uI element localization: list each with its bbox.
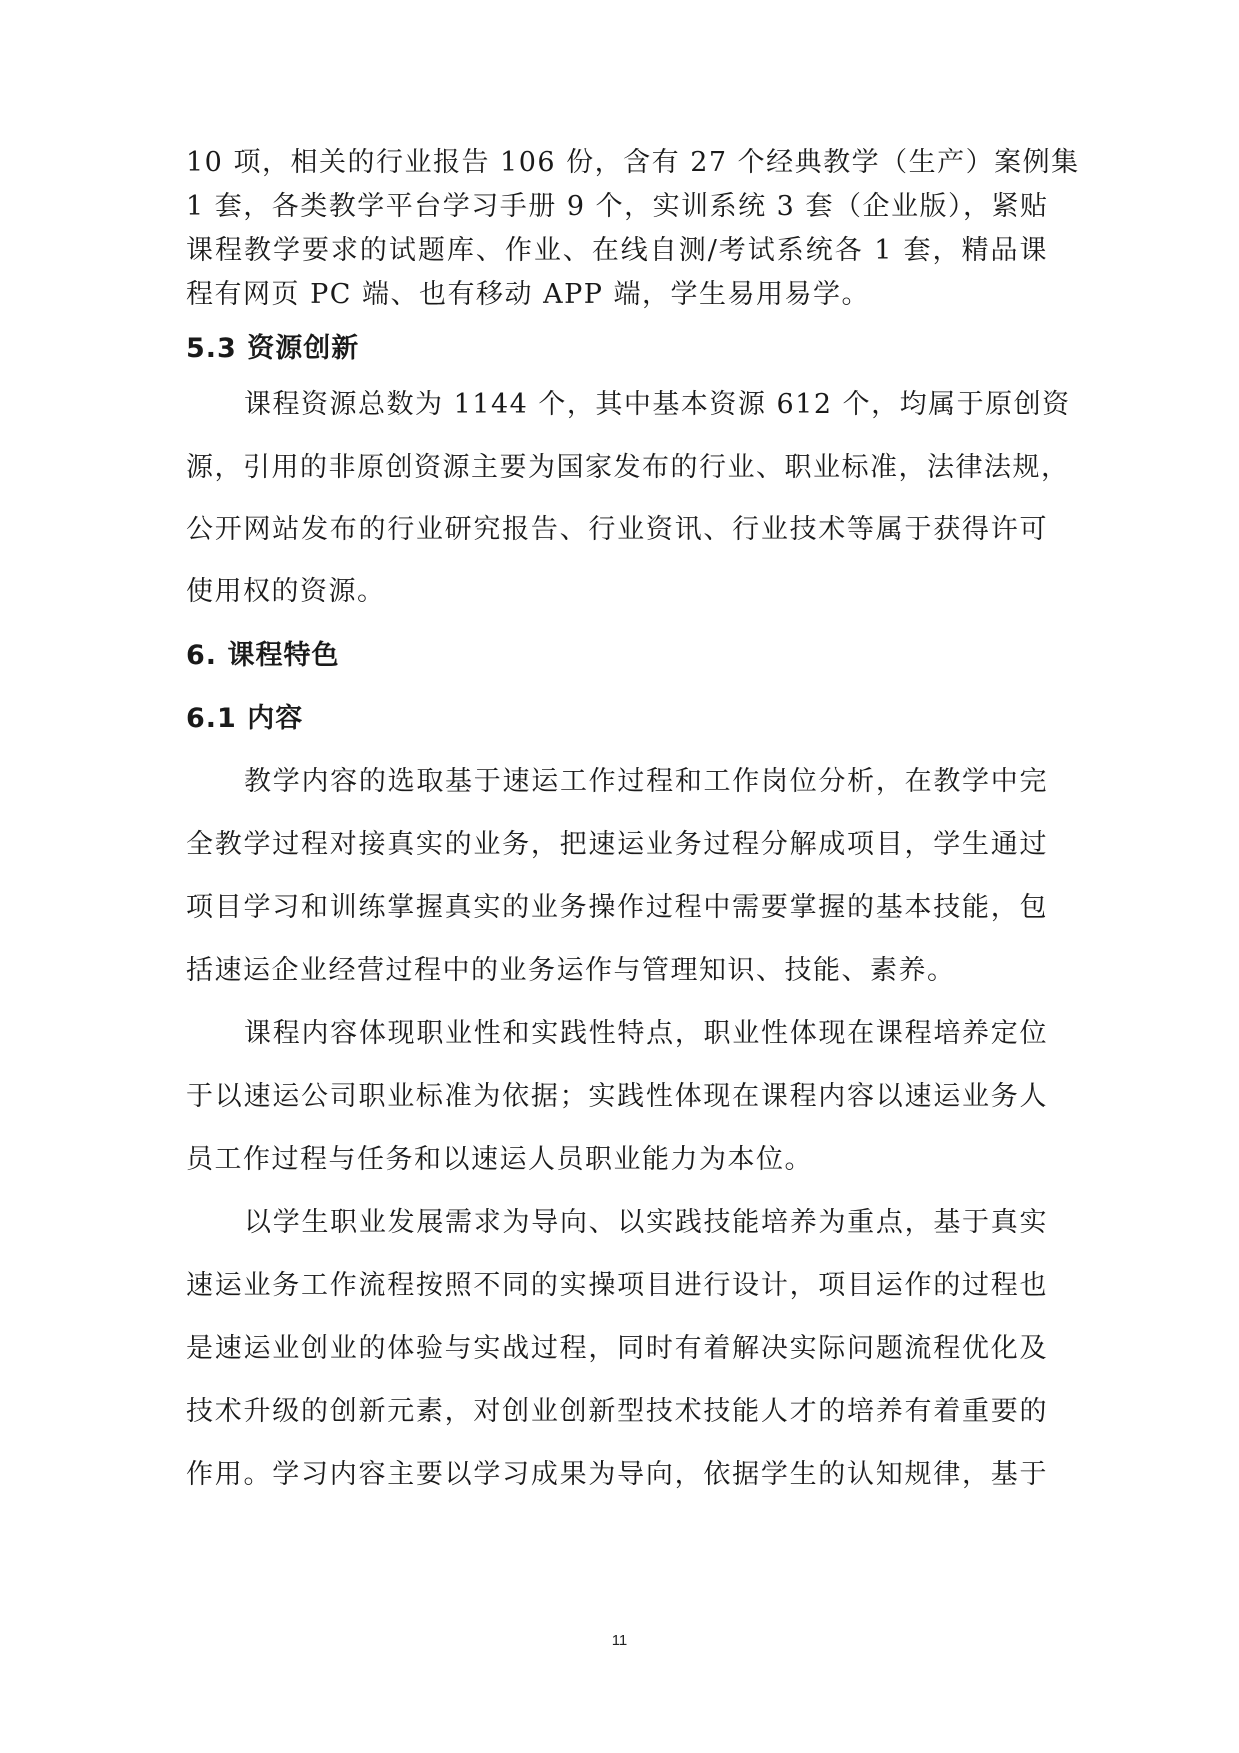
paragraph-line: 员工作过程与任务和以速运人员职业能力为本位。 <box>186 1144 813 1175</box>
section-heading-6-1: 6.1 内容 <box>186 703 304 734</box>
section-heading-6: 6. 课程特色 <box>186 640 340 671</box>
paragraph-line: 技术升级的创新元素，对创业创新型技术技能人才的培养有着重要的 <box>186 1396 1048 1427</box>
paragraph-line: 公开网站发布的行业研究报告、行业资讯、行业技术等属于获得许可 <box>186 514 1048 545</box>
paragraph-line: 全教学过程对接真实的业务，把速运业务过程分解成项目，学生通过 <box>186 829 1048 860</box>
paragraph-line: 使用权的资源。 <box>186 576 386 607</box>
paragraph-line: 作用。学习内容主要以学习成果为导向，依据学生的认知规律，基于 <box>186 1459 1048 1490</box>
paragraph-line: 速运业务工作流程按照不同的实操项目进行设计，项目运作的过程也 <box>186 1270 1048 1301</box>
paragraph-line: 括速运企业经营过程中的业务运作与管理知识、技能、素养。 <box>186 955 956 986</box>
paragraph-line: 10 项，相关的行业报告 106 份，含有 27 个经典教学（生产）案例集 <box>186 147 1080 178</box>
paragraph-line: 于以速运公司职业标准为依据；实践性体现在课程内容以速运业务人 <box>186 1081 1048 1112</box>
paragraph-line: 课程内容体现职业性和实践性特点，职业性体现在课程培养定位 <box>244 1018 1048 1049</box>
page-number: 11 <box>611 1632 628 1649</box>
paragraph-line: 课程资源总数为 1144 个，其中基本资源 612 个，均属于原创资 <box>244 389 1071 420</box>
section-heading-5-3: 5.3 资源创新 <box>186 333 360 364</box>
paragraph-line: 以学生职业发展需求为导向、以实践技能培养为重点，基于真实 <box>244 1207 1048 1238</box>
paragraph-line: 程有网页 PC 端、也有移动 APP 端，学生易用易学。 <box>186 279 870 310</box>
paragraph-line: 1 套，各类教学平台学习手册 9 个，实训系统 3 套（企业版），紧贴 <box>186 191 1049 222</box>
paragraph-line: 教学内容的选取基于速运工作过程和工作岗位分析，在教学中完 <box>244 766 1048 797</box>
paragraph-line: 源，引用的非原创资源主要为国家发布的行业、职业标准，法律法规， <box>186 452 1070 483</box>
paragraph-line: 是速运业创业的体验与实战过程，同时有着解决实际问题流程优化及 <box>186 1333 1048 1364</box>
paragraph-line: 项目学习和训练掌握真实的业务操作过程中需要掌握的基本技能，包 <box>186 892 1048 923</box>
paragraph-line: 课程教学要求的试题库、作业、在线自测/考试系统各 1 套，精品课 <box>186 235 1048 266</box>
